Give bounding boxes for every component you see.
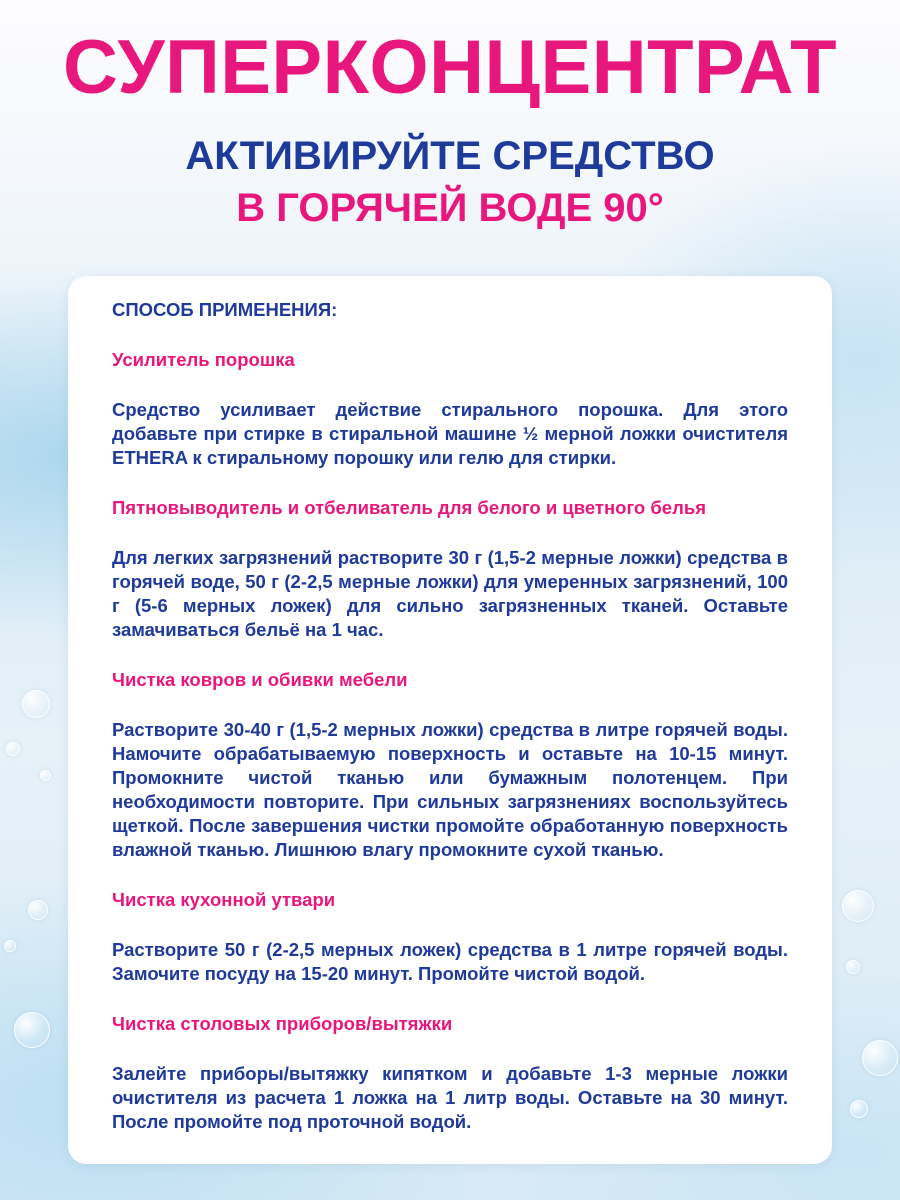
background-bubble — [40, 770, 51, 781]
section-body-powder-booster: Средство усиливает действие стирального порошка. Для этого добавьте при стирке в стиральной машине ½ мерной ложки очистителя ETHERA к стиральному порошку или гелю для стирки. — [112, 399, 788, 468]
background-bubble — [862, 1040, 898, 1076]
section-body-cutlery-hood: Залейте приборы/вытяжку кипятком и добавьте 1-3 мерные ложки очистителя из расчета 1 ложка на 1 литр воды. Оставьте на 30 минут. После промойте под проточной водой. — [112, 1063, 788, 1132]
instructions-card — [68, 276, 832, 1164]
background-bubble — [28, 900, 48, 920]
background-bubble — [22, 690, 50, 718]
section-body-stain-remover: Для легких загрязнений растворите 30 г (1,5-2 мерные ложки) средства в горячей воде, 50 г (2-2,5 мерные ложки) для умеренных загрязнений, 100 г (5-6 мерных ложек) для сильно загрязненных тканей. Оставьте замачиваться бельё на 1 час. — [112, 547, 788, 640]
section-title-kitchenware: Чистка кухонной утвари — [112, 889, 336, 910]
section-body-carpet-cleaning: Растворите 30-40 г (1,5-2 мерных ложки) средства в литре горячей воды. Намочите обрабатываемую поверхность и оставьте на 10-15 минут. Промокните чистой тканью или бумажным полотенцем. При необходимости повторите. При сильных загрязнениях воспользуйтесь щеткой. После завершения чистки промойте обработанную поверхность влажной тканью. Лишнюю влагу промокните сухой тканью. — [112, 719, 788, 860]
background-bubble — [850, 1100, 868, 1118]
background-bubble — [842, 890, 874, 922]
method-title: СПОСОБ ПРИМЕНЕНИЯ: — [112, 299, 338, 320]
background-bubble — [4, 940, 16, 952]
background-bubble — [846, 960, 860, 974]
headline: СУПЕРКОНЦЕНТРАТ — [62, 25, 838, 110]
subheadline-pink: В ГОРЯЧЕЙ ВОДЕ 90° — [236, 186, 664, 230]
instructions-content — [112, 298, 788, 1160]
subheadline-blue: АКТИВИРУЙТЕ СРЕДСТВО — [185, 134, 715, 178]
section-title-powder-booster: Усилитель порошка — [112, 349, 295, 370]
background-bubble — [6, 742, 20, 756]
background-bubble — [14, 1012, 50, 1048]
section-body-kitchenware: Растворите 50 г (2-2,5 мерных ложек) средства в 1 литре горячей воды. Замочите посуду на 15-20 минут. Промойте чистой водой. — [112, 939, 788, 984]
section-title-carpet-cleaning: Чистка ковров и обивки мебели — [112, 669, 408, 690]
section-title-cutlery-hood: Чистка столовых приборов/вытяжки — [112, 1013, 453, 1034]
section-title-stain-remover: Пятновыводитель и отбеливатель для белого и цветного белья — [112, 497, 706, 518]
